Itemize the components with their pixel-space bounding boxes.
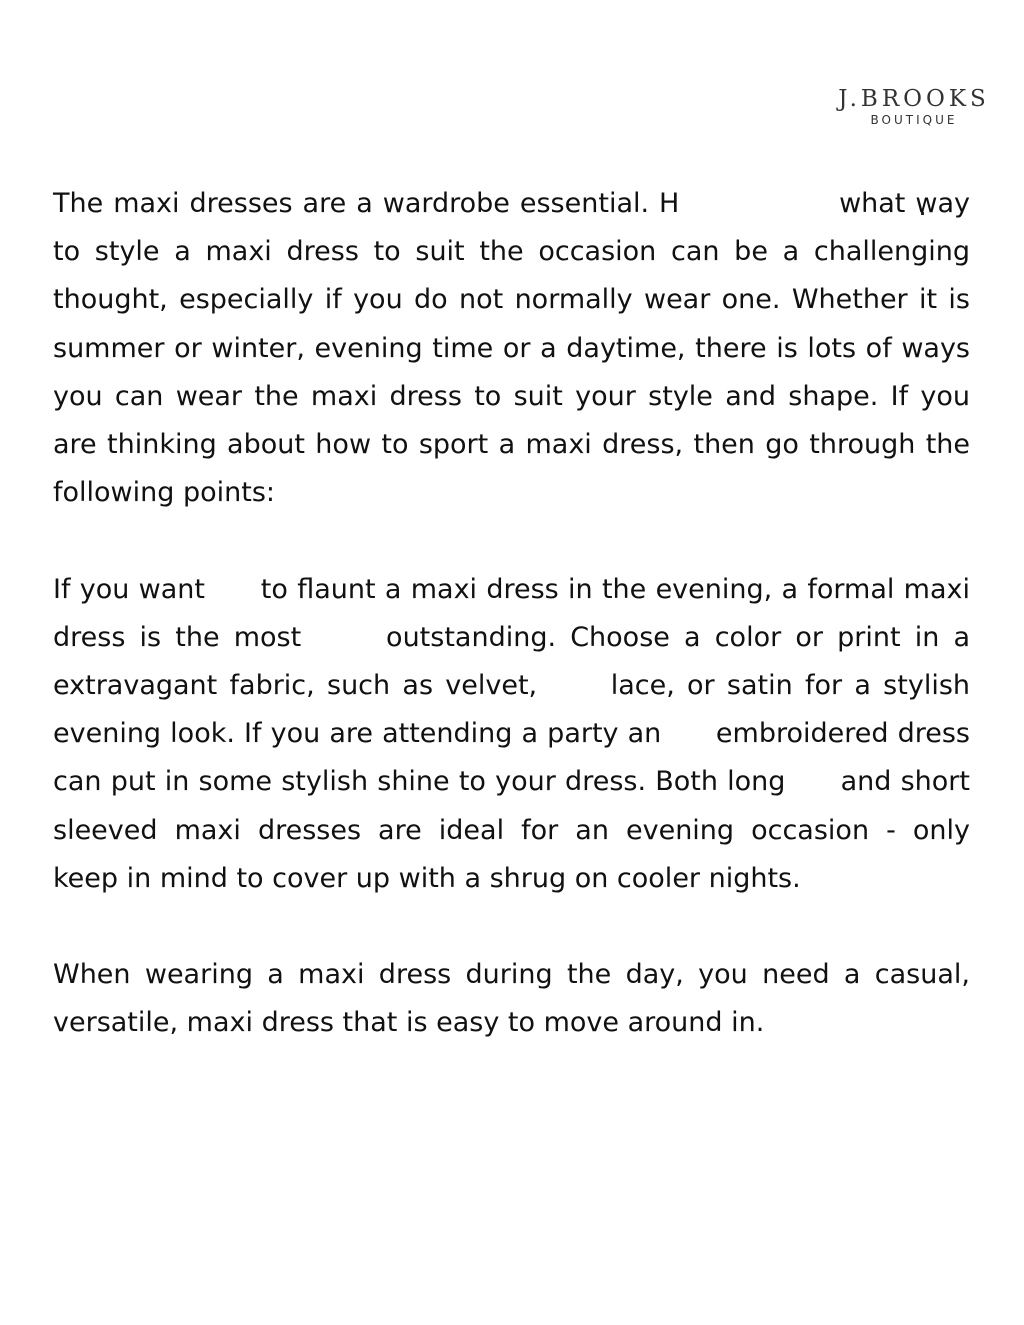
paragraph-daytime: When wearing a maxi dress during the day, you need a casual, versatile, maxi dress that is easy to move around in. [53, 959, 979, 1039]
boutique-logo [829, 86, 999, 127]
logo-subtitle: BOUTIQUE [870, 113, 958, 127]
logo-wordmark: J.BROOKS [838, 86, 990, 112]
article-body [53, 180, 1022, 1048]
paragraph-intro: The maxi dresses are a wardrobe essential. H what way to style a maxi dress to suit the occasion can be a challenging thought, especially if you do not normally wear one. Whether it is summer or winter, evening time or a daytime, there is lots of ways you can wear the maxi dress to suit your style and shape. If you are thinking about how to sport a maxi dress, then go through the following points: [53, 188, 979, 509]
paragraph-evening: If you want to flaunt a maxi dress in the evening, a formal maxi dress is the most outstanding. Choose a color or print in a extravagant fabric, such as velvet, lace, or satin for a stylish evening look. If you are attending a party an embroidered dress can put in some stylish shine to your dress. Both long and short sleeved maxi dresses are ideal for an evening occasion - only keep in mind to cover up with a shrug on cooler nights. [53, 573, 1022, 894]
